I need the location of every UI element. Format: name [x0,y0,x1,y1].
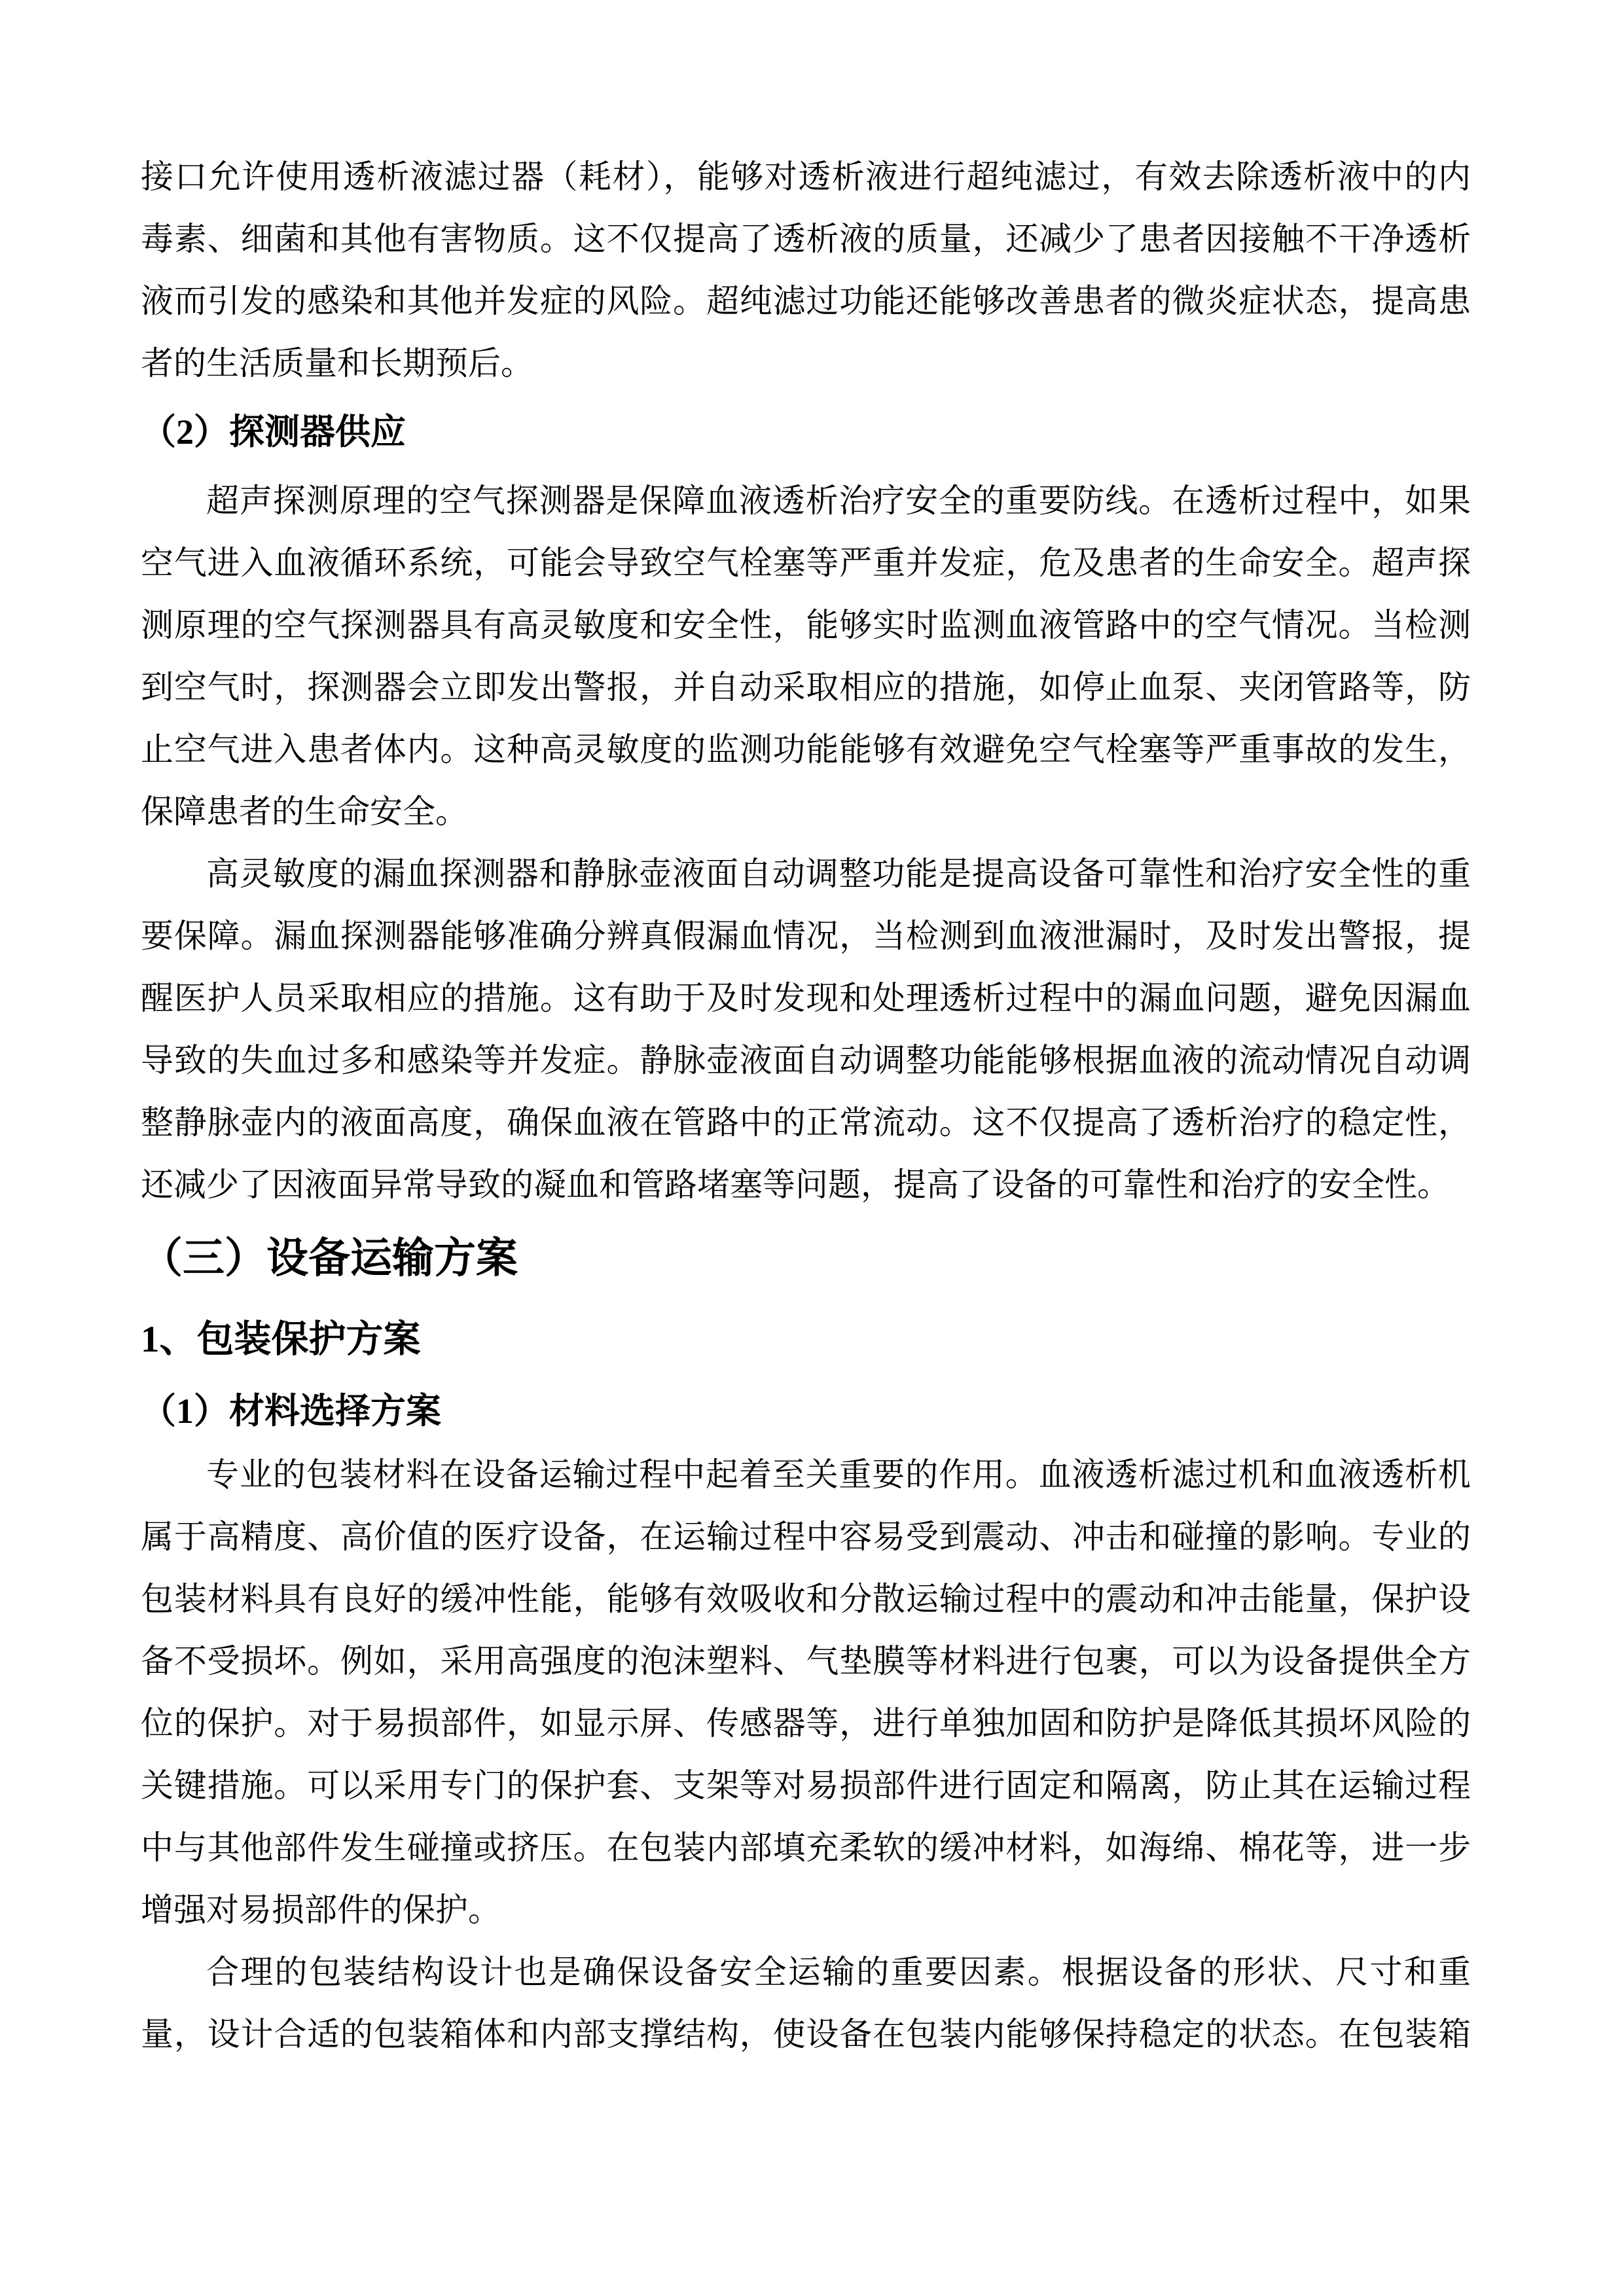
text-line: 高灵敏度的漏血探测器和静脉壶液面自动调整功能是提高设备可靠性和治疗安全性的重 [206,855,1471,892]
text-line: 增强对易损部件的保护。 [141,1892,501,1928]
text-line: 保障患者的生命安全。 [141,793,468,830]
text-line: 关键措施。可以采用专门的保护套、支架等对易损部件进行固定和隔离，防止其在运输过程 [141,1767,1471,1804]
text-line: 止空气进入患者体内。这种高灵敏度的监测功能能够有效避免空气栓塞等严重事故的发生， [141,731,1471,768]
text-line: 合理的包装结构设计也是确保设备安全运输的重要因素。根据设备的形状、尺寸和重 [206,1954,1471,1990]
text-line: 整静脉壶内的液面高度，确保血液在管路中的正常流动。这不仅提高了透析治疗的稳定性， [141,1104,1471,1141]
text-line: 测原理的空气探测器具有高灵敏度和安全性，能够实时监测血液管路中的空气情况。当检测 [141,607,1471,643]
text-line: 位的保护。对于易损部件，如显示屏、传感器等，进行单独加固和防护是降低其损坏风险的 [141,1705,1471,1742]
text-line: 属于高精度、高价值的医疗设备，在运输过程中容易受到震动、冲击和碰撞的影响。专业的 [141,1518,1471,1555]
text-line: 专业的包装材料在设备运输过程中起着至关重要的作用。血液透析滤过机和血液透析机 [206,1456,1471,1493]
text-line: 导致的失血过多和感染等并发症。静脉壶液面自动调整功能能够根据血液的流动情况自动调 [141,1042,1471,1079]
text-line: 接口允许使用透析液滤过器（耗材），能够对透析液进行超纯滤过，有效去除透析液中的内 [141,158,1471,195]
heading-equipment-transport: （三）设备运输方案 [141,1235,518,1282]
text-line: 备不受损坏。例如，采用高强度的泡沫塑料、气垫膜等材料进行包裹，可以为设备提供全方 [141,1643,1471,1679]
para-packaging-structure [141,1941,1471,2066]
text-line: 醒医护人员采取相应的措施。这有助于及时发现和处理透析过程中的漏血问题，避免因漏血 [141,980,1471,1016]
document-content [141,146,1471,2066]
text-line: 超声探测原理的空气探测器是保障血液透析治疗安全的重要防线。在透析过程中，如果 [206,482,1471,519]
text-line: 量，设计合适的包装箱体和内部支撑结构，使设备在包装内能够保持稳定的状态。在包装箱 [141,2016,1471,2053]
para-ultrafiltration [141,146,1471,395]
heading-packaging-protection: 1、包装保护方案 [141,1319,421,1360]
text-line: 到空气时，探测器会立即发出警报，并自动采取相应的措施，如停止血泵、夹闭管路等，防 [141,669,1471,706]
text-line: 包装材料具有良好的缓冲性能，能够有效吸收和分散运输过程中的震动和冲击能量，保护设 [141,1581,1471,1617]
text-line: 液而引发的感染和其他并发症的风险。超纯滤过功能还能够改善患者的微炎症状态，提高患 [141,283,1471,319]
text-line: 中与其他部件发生碰撞或挤压。在包装内部填充柔软的缓冲材料，如海绵、棉花等，进一步 [141,1829,1471,1866]
text-line: 还减少了因液面异常导致的凝血和管路堵塞等问题，提高了设备的可靠性和治疗的安全性。 [141,1166,1450,1203]
text-line: 要保障。漏血探测器能够准确分辨真假漏血情况，当检测到血液泄漏时，及时发出警报，提 [141,918,1471,954]
para-air-detector [141,470,1471,843]
para-packaging-materials [141,1444,1471,1941]
text-line: 毒素、细菌和其他有害物质。这不仅提高了透析液的质量，还减少了患者因接触不干净透析 [141,221,1471,257]
text-line: 空气进入血液循环系统，可能会导致空气栓塞等严重并发症，危及患者的生命安全。超声探 [141,545,1471,581]
heading-material-selection: （1）材料选择方案 [141,1391,441,1431]
para-blood-leak-detector [141,843,1471,1216]
heading-detector-supply: （2）探测器供应 [141,412,406,452]
text-line: 者的生活质量和长期预后。 [141,345,533,382]
